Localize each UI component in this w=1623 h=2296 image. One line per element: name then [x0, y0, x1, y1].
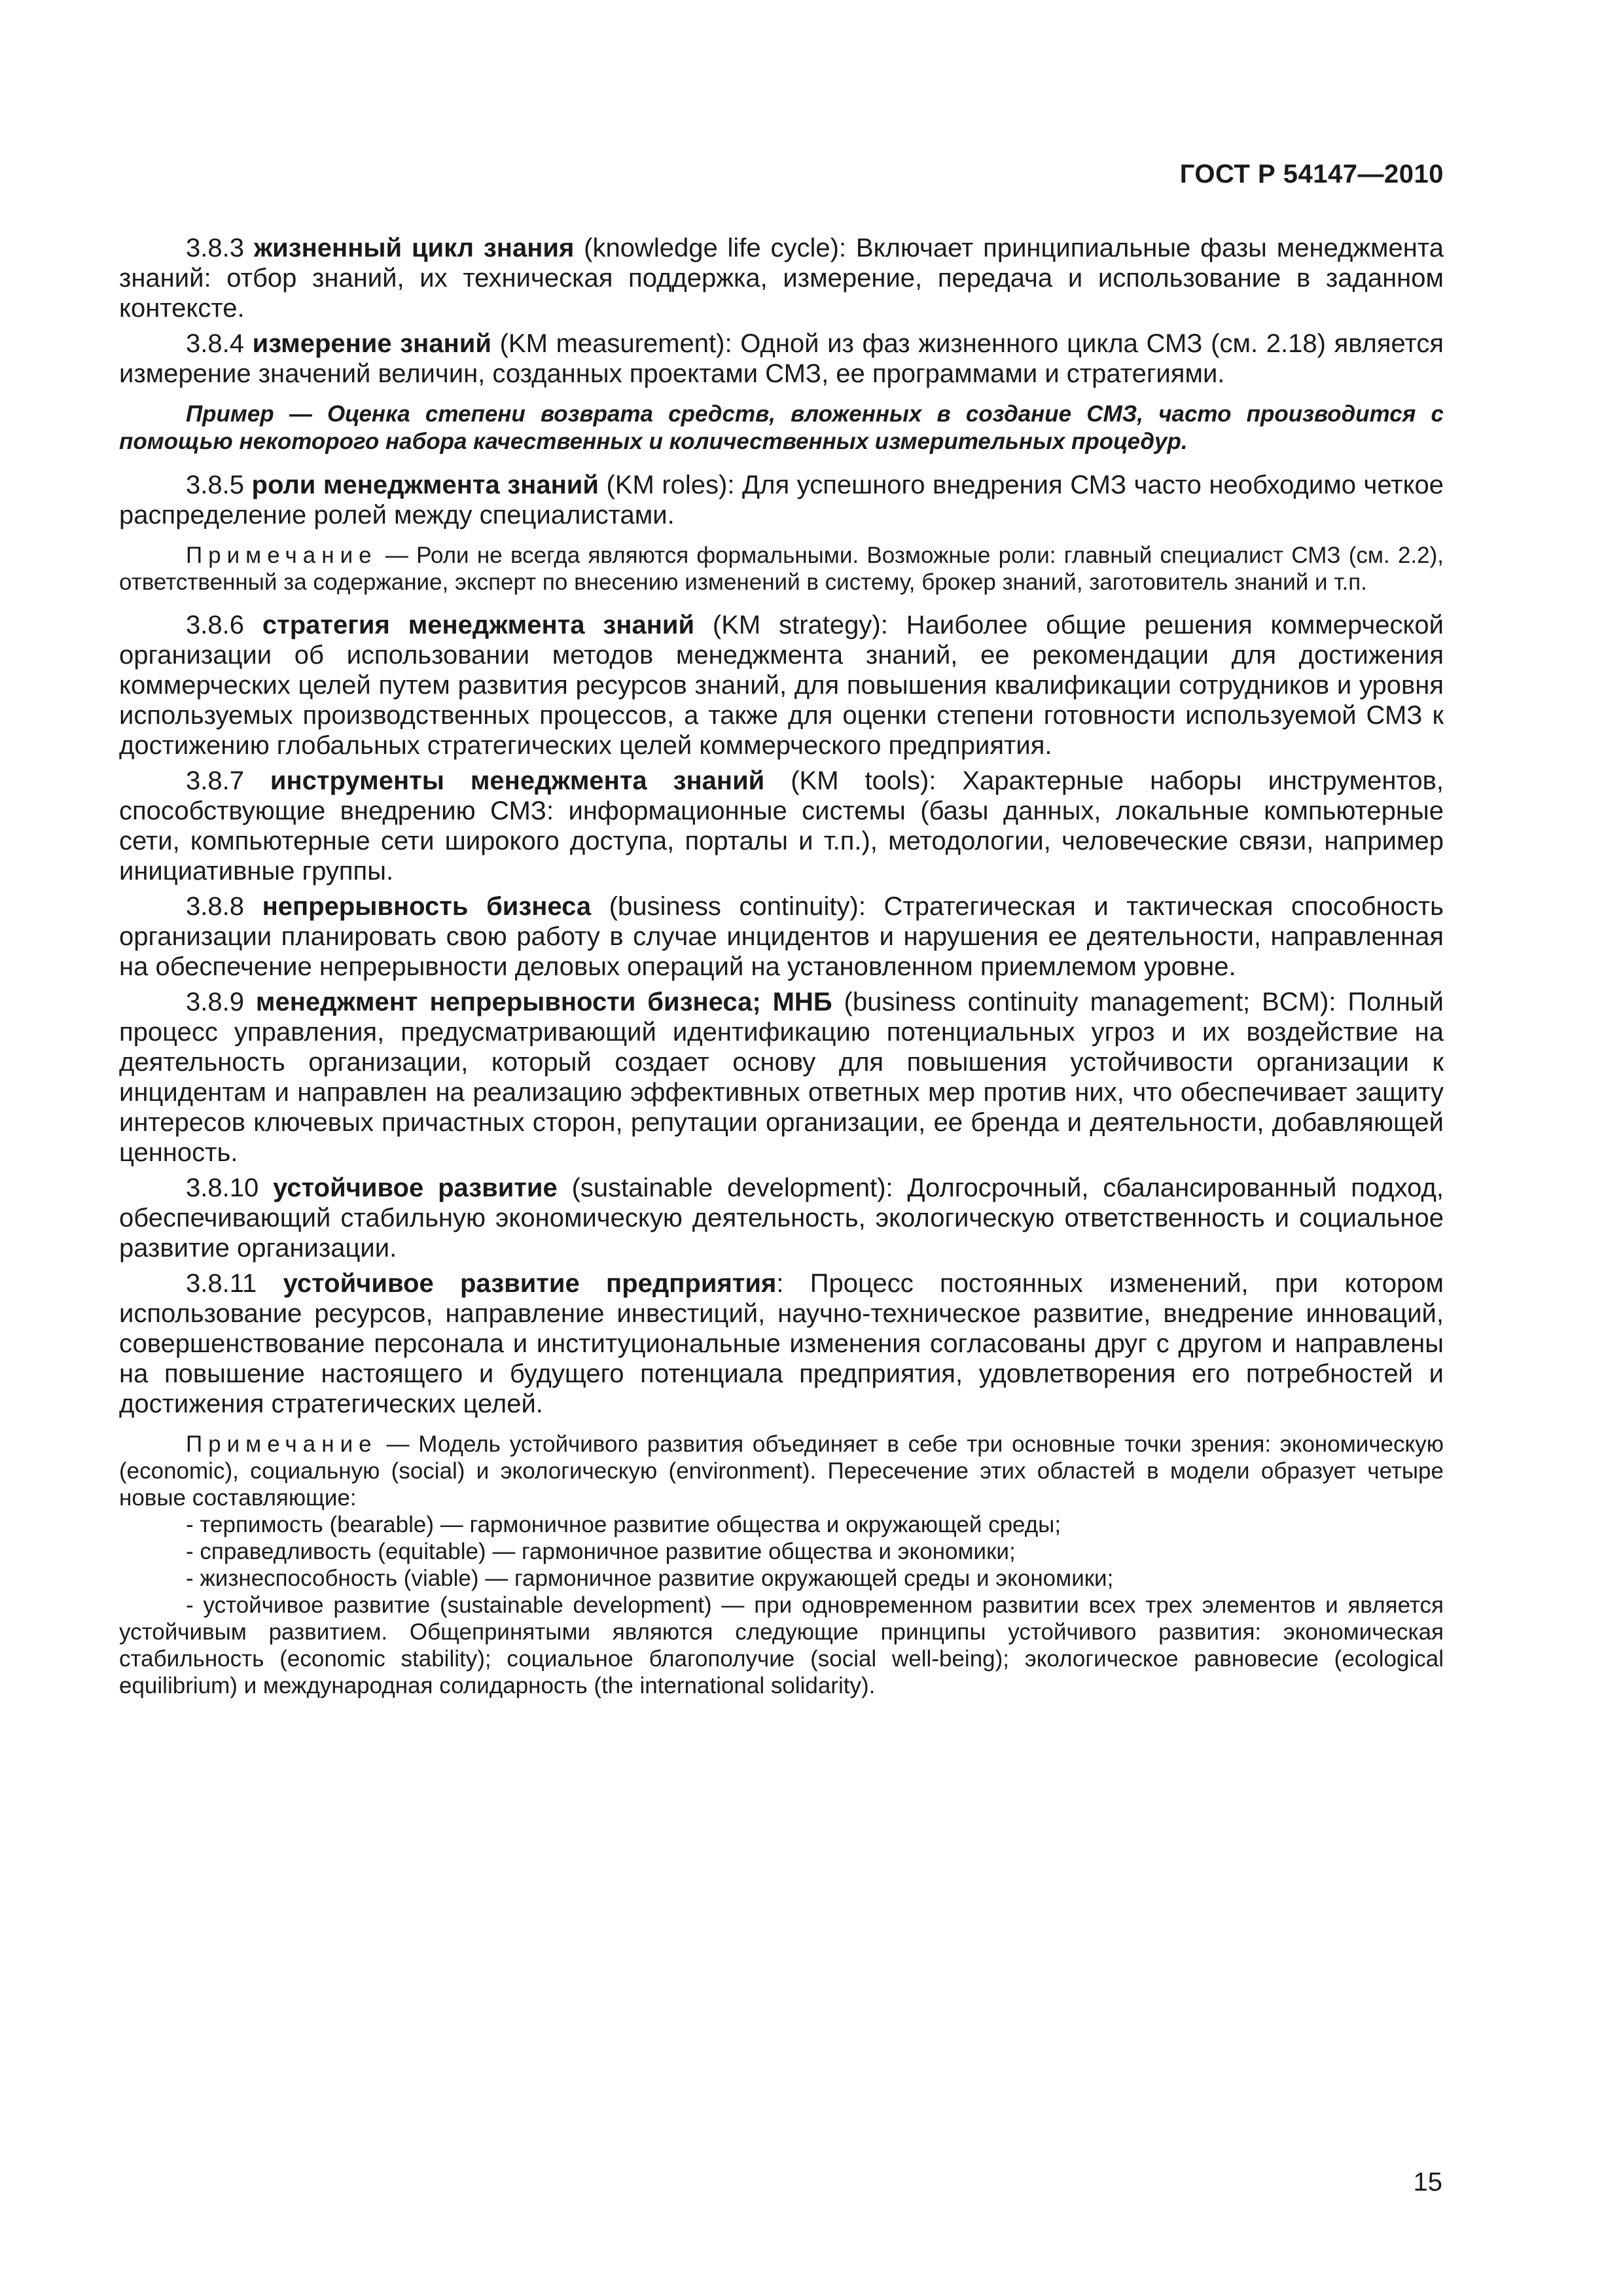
term-name: непрерывность бизнеса	[262, 892, 592, 921]
term-name: жизненный цикл знания	[253, 234, 575, 262]
term-number: 3.8.4	[186, 329, 253, 358]
term-3-8-5	[119, 470, 1444, 530]
term-definition: (business continuity): Стратегическая и тактическая способность организации планировать свою работу в случае инцидентов и нарушения ее деятельности, направленная на обеспечение непрерывности деловых операций на установленном приемлемом уровне.	[119, 892, 1444, 981]
term-number: 3.8.7	[186, 766, 270, 795]
note-text: — Модель устойчивого развития объединяет в себе три основные точки зрения: экономическую (economic), социальную (social) и экологическую (environment). Пересечение этих областей в модели образует четыре новые составляющие:	[119, 1431, 1444, 1511]
term-name: устойчивое развитие предприятия	[283, 1269, 777, 1298]
term-3-8-7	[119, 766, 1444, 886]
term-3-8-10	[119, 1173, 1444, 1263]
example-paragraph: Пример — Оценка степени возврата средств, вложенных в создание СМЗ, часто производится с помощью некоторого набора качественных и количественных измерительных процедур.	[119, 401, 1444, 454]
term-name: роли менеджмента знаний	[251, 471, 599, 499]
term-name: устойчивое развитие	[273, 1174, 558, 1202]
term-3-8-4	[119, 329, 1444, 389]
term-3-8-6	[119, 610, 1444, 761]
note-list-item: - устойчивое развитие (sustainable development) — при одновременном развитии всех трех элементов и является устойчивым развитием. Общепринятыми являются следующие принципы устойчивого развития: экономическая стабильность (economic stability); социальное благополучие (social well-being); экологическое равновесие (ecological equilibrium) и международная солидарность (the international solidarity).	[119, 1592, 1444, 1698]
term-definition: (knowledge life cycle): Включает принципиальные фазы менеджмента знаний: отбор знаний, их техническая поддержка, измерение, передача и использование в заданном контексте.	[119, 234, 1444, 323]
term-3-8-9	[119, 987, 1444, 1168]
note-roles	[119, 542, 1444, 596]
note-list-item: - справедливость (equitable) — гармоничное развитие общества и экономики;	[186, 1539, 1016, 1564]
note-text: — Роли не всегда являются формальными. Возможные роли: главный специалист СМЗ (см. 2.2), ответственный за содержание, эксперт по внесению изменений в систему, брокер знаний, заготовитель знаний и т.п.	[119, 543, 1444, 595]
term-name: инструменты менеджмента знаний	[270, 766, 765, 795]
term-number: 3.8.5	[186, 471, 252, 499]
term-number: 3.8.3	[186, 234, 254, 262]
term-3-8-11	[119, 1268, 1444, 1419]
note-label: Примечание	[186, 1431, 378, 1457]
term-3-8-8	[119, 891, 1444, 982]
term-definition: (KM measurement): Одной из фаз жизненного цикла СМЗ (см. 2.18) является измерение значений величин, созданных проектами СМЗ, ее программами и стратегиями.	[119, 329, 1444, 388]
term-number: 3.8.9	[186, 988, 256, 1016]
term-number: 3.8.6	[186, 611, 262, 639]
note-sustainable-development	[119, 1431, 1444, 1699]
term-number: 3.8.8	[186, 892, 262, 921]
term-definition: (business continuity management; BCM): Полный процесс управления, предусматривающий идентификацию потенциальных угроз и их воздействие на деятельность организации, который создает основу для повышения устойчивости организации к инцидентам и направлен на реализацию эффективных ответных мер против них, что обеспечивает защиту интересов ключевых причастных сторон, репутации организации, ее бренда и деятельности, добавляющей ценность.	[119, 988, 1444, 1167]
term-definition: (KM strategy): Наиболее общие решения коммерческой организации об использовании методов менеджмента знаний, ее рекомендации для достижения коммерческих целей путем развития ресурсов знаний, для повышения квалификации сотрудников и уровня используемых производственных процессов, а также для оценки степени готовности используемой СМЗ к достижению глобальных стратегических целей коммерческого предприятия.	[119, 611, 1444, 760]
note-list-item: - жизнеспособность (viable) — гармоничное развитие окружающей среды и экономики;	[186, 1566, 1114, 1591]
note-label: Примечание	[186, 543, 378, 568]
term-name: стратегия менеджмента знаний	[262, 611, 695, 639]
term-name: менеджмент непрерывности бизнеса; МНБ	[255, 988, 832, 1016]
term-number: 3.8.11	[186, 1269, 283, 1298]
note-intro	[119, 1431, 1444, 1511]
document-designation: ГОСТ Р 54147—2010	[1179, 160, 1444, 188]
term-definition: (KM tools): Характерные наборы инструментов, способствующие внедрению СМЗ: информационные системы (базы данных, локальные компьютерные сети, компьютерные сети широкого доступа, порталы и т.п.), методологии, человеческие связи, например инициативные группы.	[119, 766, 1444, 886]
term-number: 3.8.10	[186, 1174, 274, 1202]
page-content	[119, 233, 1444, 1699]
note-list-item: - терпимость (bearable) — гармоничное развитие общества и окружающей среды;	[186, 1512, 1061, 1537]
term-3-8-3	[119, 233, 1444, 323]
term-definition: : Процесс постоянных изменений, при котором использование ресурсов, направление инвестиций, научно-техническое развитие, внедрение инноваций, совершенствование персонала и институциональные изменения согласованы друг с другом и направлены на повышение настоящего и будущего потенциала предприятия, удовлетворения его потребностей и достижения стратегических целей.	[119, 1269, 1444, 1418]
term-definition: (KM roles): Для успешного внедрения СМЗ часто необходимо четкое распределение ролей между специалистами.	[119, 471, 1444, 529]
term-definition: (sustainable development): Долгосрочный, сбалансированный подход, обеспечивающий стабильную экономическую деятельность, экологическую ответственность и социальное развитие организации.	[119, 1174, 1444, 1263]
page-number: 15	[1413, 2168, 1442, 2197]
term-name: измерение знаний	[252, 329, 491, 358]
